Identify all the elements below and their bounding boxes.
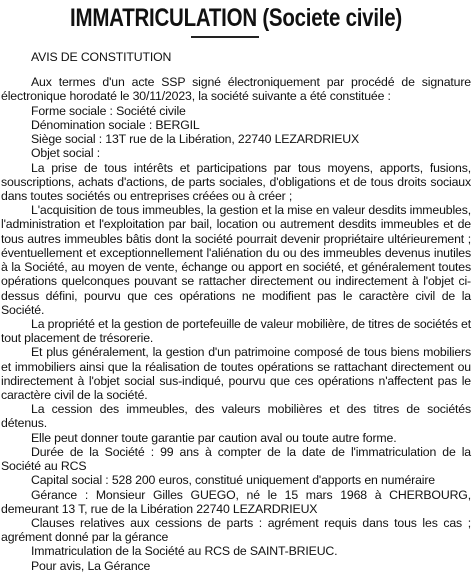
paragraph-garantie: Elle peut donner toute garantie par caution aval ou toute autre forme. [31, 430, 397, 445]
notice-title: IMMATRICULATION (Societe civile) [70, 4, 402, 32]
paragraph-clauses: Clauses relatives aux cessions de parts : agrément requis dans tous les cas ; agrément donné par la gérance [1, 516, 471, 545]
paragraph-immatriculation: Immatriculation de la Société au RCS de SAINT-BRIEUC. [31, 544, 338, 559]
paragraph-signature: Pour avis, La Gérance [31, 558, 151, 573]
paragraph-objet-social: Objet social : [31, 146, 100, 161]
title-divider [191, 36, 259, 38]
legal-notice [0, 4, 473, 575]
paragraph-prise-interets: La prise de tous intérêts et participations par tous moyens, apports, fusions, souscriptions, achats d'actions, de parts sociales, d'obligations et de tous droits sociaux dans toutes sociétés ou entreprises créées ou à créer ; [1, 160, 471, 203]
paragraph-cession: La cession des immeubles, des valeurs mobilières et des titres de sociétés détenus. [1, 402, 471, 431]
paragraph-forme-sociale: Forme sociale : Société civile [31, 103, 186, 118]
paragraph-gerance: Gérance : Monsieur Gilles GUEGO, né le 15 mars 1968 à CHERBOURG, demeurant 13 T, rue de la Libération 22740 LEZARDRIEUX [1, 487, 471, 516]
paragraph-duree: Durée de la Société : 99 ans à compter de la date de l'immatriculation de la Société au RCS [1, 444, 471, 474]
paragraph-denomination: Dénomination sociale : BERGIL [31, 117, 200, 132]
notice-heading: AVIS DE CONSTITUTION [31, 50, 172, 64]
paragraph-portefeuille: La propriété et la gestion de portefeuille de valeur mobilière, de titres de sociétés et tout placement de trésorerie. [1, 316, 472, 346]
paragraph-acquisition: L'acquisition de tous immeubles, la gestion et la mise en valeur desdits immeubles, l'administration et l'exploitation par bail, location ou autrement desdits immeubles et de tous autres immeubles bâtis dont la société pourrait devenir propriétaire ultérieurement ; éventuellement et exceptionnellement l'aliénation du ou des immeubles devenus inutiles à la Société, au moyen de vente, échange ou apport en société, et généralement toutes opérations quelconques pouvant se rattacher directement ou indirectement à l'objet ci-dessus défini, pourvu que ces opérations ne modifient pas le caractère civil de la Société. [1, 203, 471, 317]
paragraph-gestion-patrimoine: Et plus généralement, la gestion d'un patrimoine composé de tous biens mobiliers et immobiliers ainsi que la réalisation de toutes opérations se rattachant directement ou indirectement à l'objet social sus-indiqué, pourvu que ces opérations n'affectent pas le caractère civil de la société. [1, 345, 471, 403]
notice-body [1, 50, 471, 573]
paragraph-intro: Aux termes d'un acte SSP signé électroniquement par procédé de signature électronique horodaté le 30/11/2023, la société suivante a été constituée : [1, 75, 471, 104]
paragraph-capital: Capital social : 528 200 euros, constitué uniquement d'apports en numéraire [31, 473, 435, 488]
paragraph-siege-social: Siège social : 13T rue de la Libération, 22740 LEZARDRIEUX [31, 132, 360, 147]
